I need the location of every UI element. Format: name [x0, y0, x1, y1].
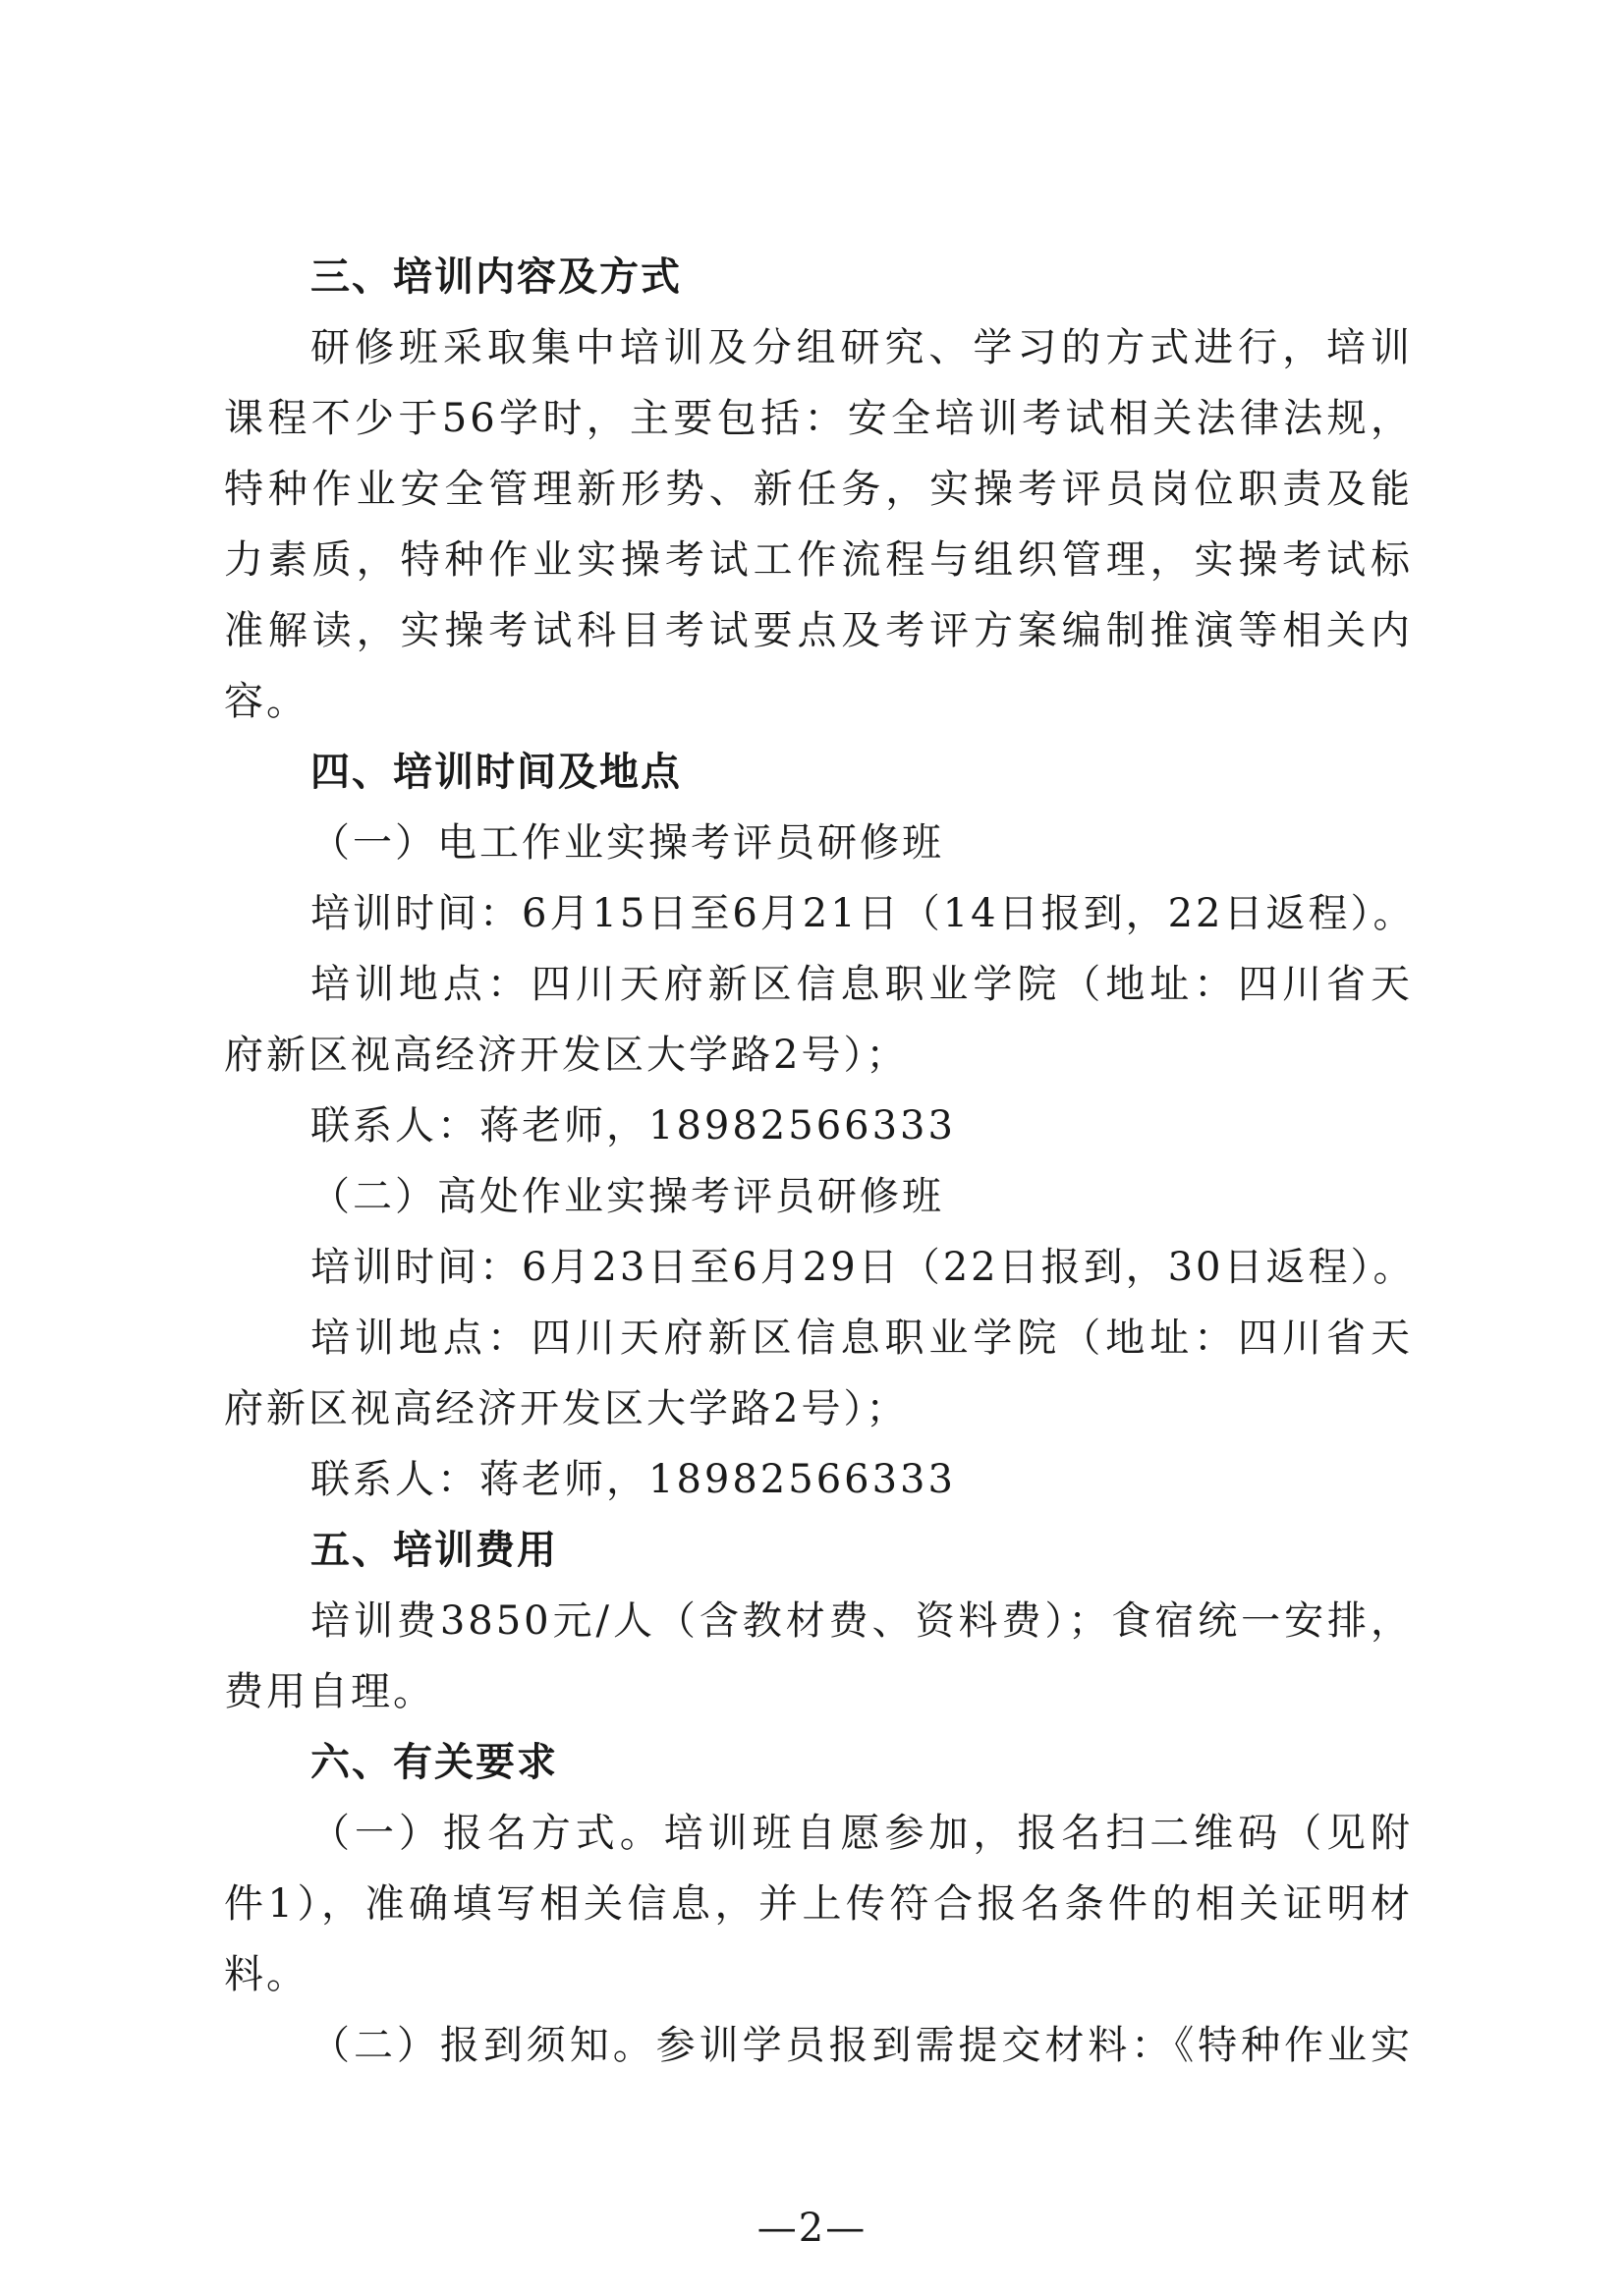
paragraph-line: 课程不少于56学时，主要包括：安全培训考试相关法律法规， [224, 396, 1413, 441]
paragraph-line: 府新区视高经济开发区大学路2号）； [224, 1033, 909, 1078]
paragraph-line: （二）报到须知。参训学员报到需提交材料：《特种作业实 [310, 2023, 1413, 2068]
paragraph-line: （一）报名方式。培训班自愿参加，报名扫二维码（见附 [310, 1811, 1413, 1856]
paragraph-line: 培训地点：四川天府新区信息职业学院（地址：四川省天 [310, 1316, 1413, 1361]
paragraph-line: 料。 [224, 1952, 308, 1997]
contact-line: 联系人：蒋老师，18982566333 [310, 1457, 956, 1502]
document-body [224, 242, 1416, 2081]
paragraph-line: 特种作业安全管理新形势、新任务，实操考评员岗位职责及能 [224, 467, 1413, 512]
section-heading: 四、培训时间及地点 [310, 750, 682, 795]
paragraph-line: 费用自理。 [224, 1669, 435, 1714]
paragraph-line: 府新区视高经济开发区大学路2号）； [224, 1386, 909, 1431]
section-heading: 三、培训内容及方式 [310, 254, 682, 300]
paragraph-line: 研修班采取集中培训及分组研究、学习的方式进行，培训 [310, 325, 1413, 370]
page-number: —2— [756, 2206, 868, 2251]
subsection-title: （二）高处作业实操考评员研修班 [310, 1174, 944, 1219]
paragraph-line: 件1），准确填写相关信息，并上传符合报名条件的相关证明材 [224, 1881, 1413, 1927]
paragraph-line: 准解读，实操考试科目考试要点及考评方案编制推演等相关内 [224, 608, 1413, 653]
contact-line: 联系人：蒋老师，18982566333 [310, 1103, 956, 1148]
paragraph-line: 培训时间：6月23日至6月29日（22日报到，30日返程）。 [310, 1245, 1416, 1290]
subsection-title: （一）电工作业实操考评员研修班 [310, 820, 944, 866]
paragraph-line: 容。 [224, 679, 308, 724]
section-heading: 五、培训费用 [310, 1528, 558, 1573]
section-heading: 六、有关要求 [310, 1740, 558, 1785]
paragraph-line: 培训地点：四川天府新区信息职业学院（地址：四川省天 [310, 962, 1413, 1007]
paragraph-line: 培训费3850元/人（含教材费、资料费）；食宿统一安排， [310, 1598, 1413, 1644]
paragraph-line: 力素质，特种作业实操考试工作流程与组织管理，实操考试标 [224, 537, 1413, 583]
paragraph-line: 培训时间：6月15日至6月21日（14日报到，22日返程）。 [310, 891, 1416, 936]
